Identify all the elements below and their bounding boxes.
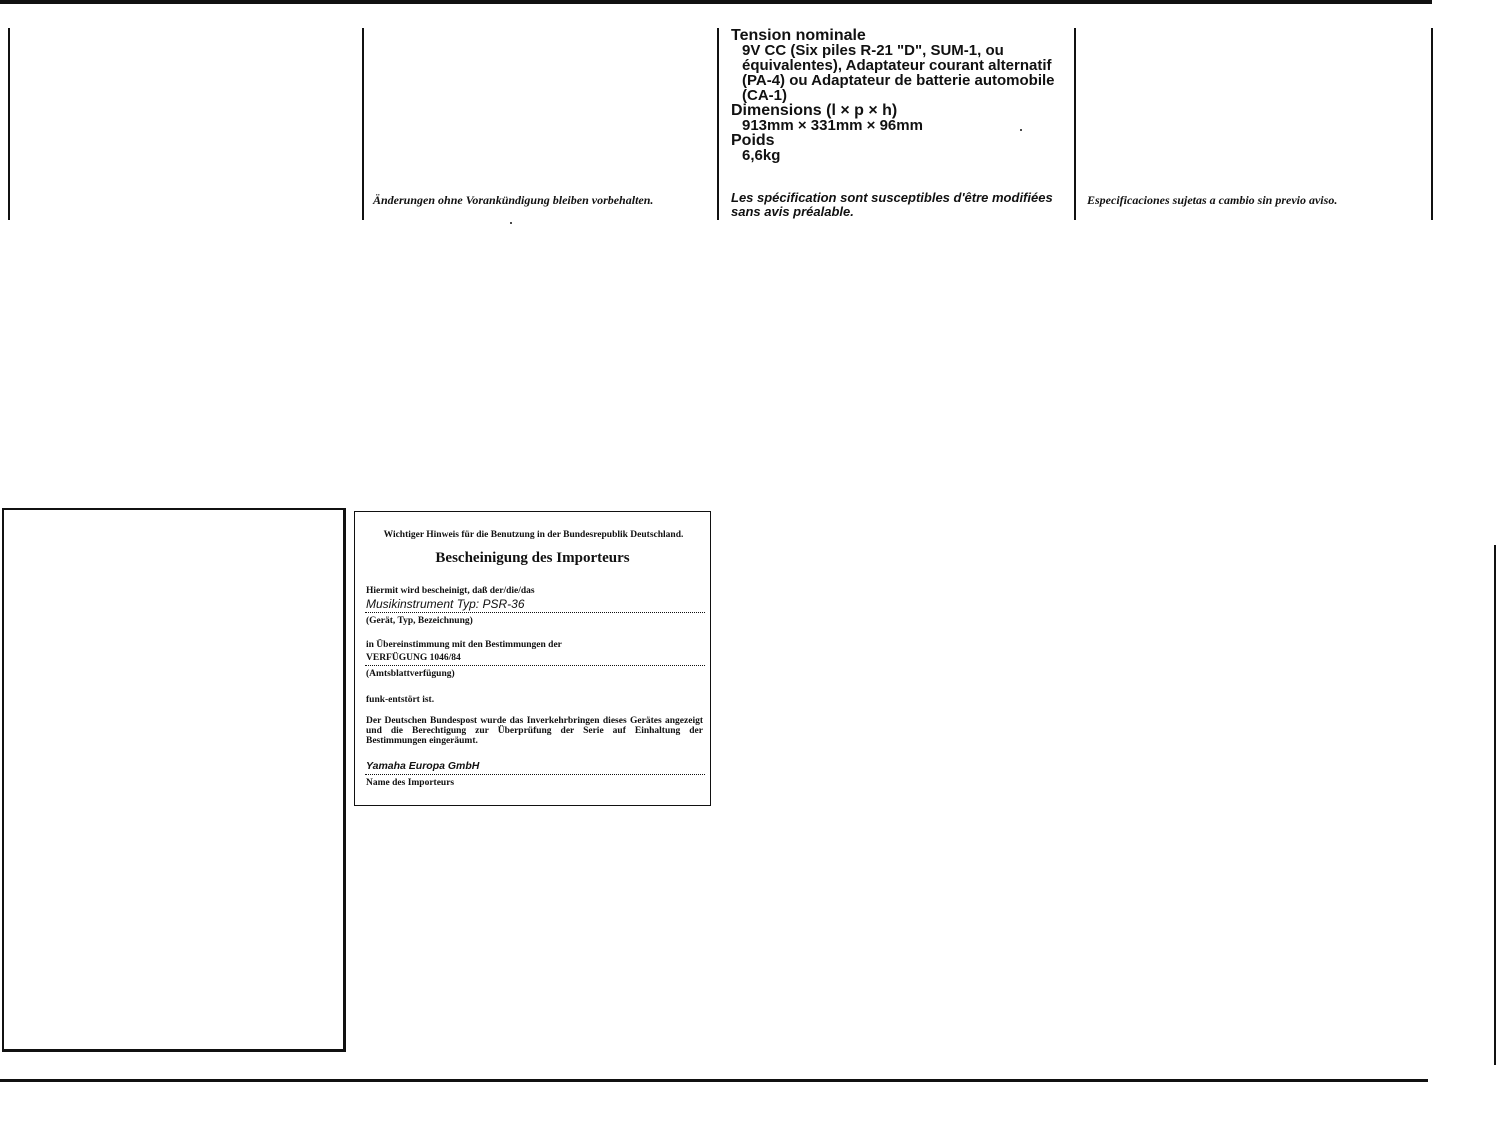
bottom-rule bbox=[0, 1079, 1428, 1082]
column-divider bbox=[8, 28, 10, 220]
page-edge-line bbox=[1494, 545, 1496, 1065]
weight-value: 6,6kg bbox=[742, 147, 781, 164]
dotted-line bbox=[365, 774, 705, 775]
column-divider bbox=[717, 28, 719, 220]
voltage-value: 9V CC (Six piles R-21 "D", SUM-1, ou bbox=[742, 42, 1004, 59]
top-rule bbox=[0, 0, 1432, 4]
voltage-value: (CA-1) bbox=[742, 87, 787, 104]
stray-dot bbox=[510, 222, 512, 224]
decree-value: VERFÜGUNG 1046/84 bbox=[366, 653, 461, 663]
certificate-title: Bescheinigung des Importeurs bbox=[435, 550, 630, 566]
certificate-line: funk-entstört ist. bbox=[366, 695, 435, 705]
importer-certificate bbox=[354, 511, 711, 806]
notice-fr bbox=[731, 191, 1071, 219]
notice-es: Especificaciones sujetas a cambio sin previo aviso. bbox=[1087, 193, 1338, 207]
column-divider bbox=[1074, 28, 1076, 220]
decree-caption: (Amtsblattverfügung) bbox=[366, 669, 455, 679]
notice-fr-line: sans avis préalable. bbox=[731, 204, 854, 219]
importer-value: Yamaha Europa GmbH bbox=[366, 760, 480, 772]
device-caption: (Gerät, Typ, Bezeichnung) bbox=[366, 616, 473, 626]
voltage-value: (PA-4) ou Adaptateur de batterie automobile bbox=[742, 72, 1055, 89]
dimensions-value: 913mm × 331mm × 96mm bbox=[742, 117, 923, 134]
voltage-value: équivalentes), Adaptateur courant alternatif bbox=[742, 57, 1052, 74]
notice-fr-line: Les spécification sont susceptibles d'être modifiées bbox=[731, 190, 1053, 205]
dotted-line bbox=[365, 612, 705, 613]
importer-caption: Name des Importeurs bbox=[366, 778, 455, 788]
dotted-line bbox=[365, 665, 705, 666]
column-divider bbox=[362, 28, 364, 220]
stray-dot bbox=[1020, 129, 1022, 131]
notice-de: Änderungen ohne Vorankündigung bleiben vorbehalten. bbox=[373, 193, 654, 207]
certificate-notice: Wichtiger Hinweis für die Benutzung in der Bundesrepublik Deutschland. bbox=[383, 530, 684, 540]
column-divider bbox=[1431, 28, 1433, 220]
weight-label: Poids bbox=[731, 132, 775, 149]
empty-box bbox=[2, 508, 346, 1052]
specifications-fr bbox=[731, 28, 1071, 163]
device-value: Musikinstrument Typ: PSR-36 bbox=[366, 597, 525, 611]
certificate-line: in Übereinstimmung mit den Bestimmungen der bbox=[366, 640, 562, 650]
certificate-paragraph: Der Deutschen Bundespost wurde das Inverkehrbringen dieses Gerätes angezeigt und die Berechtigung zur Überprüfung der Serie auf Einhaltung der Bestimmungen eingeräumt. bbox=[366, 716, 703, 746]
dimensions-label: Dimensions (l × p × h) bbox=[731, 102, 898, 119]
voltage-label: Tension nominale bbox=[731, 27, 866, 44]
certificate-line: Hiermit wird bescheinigt, daß der/die/das bbox=[366, 586, 535, 596]
